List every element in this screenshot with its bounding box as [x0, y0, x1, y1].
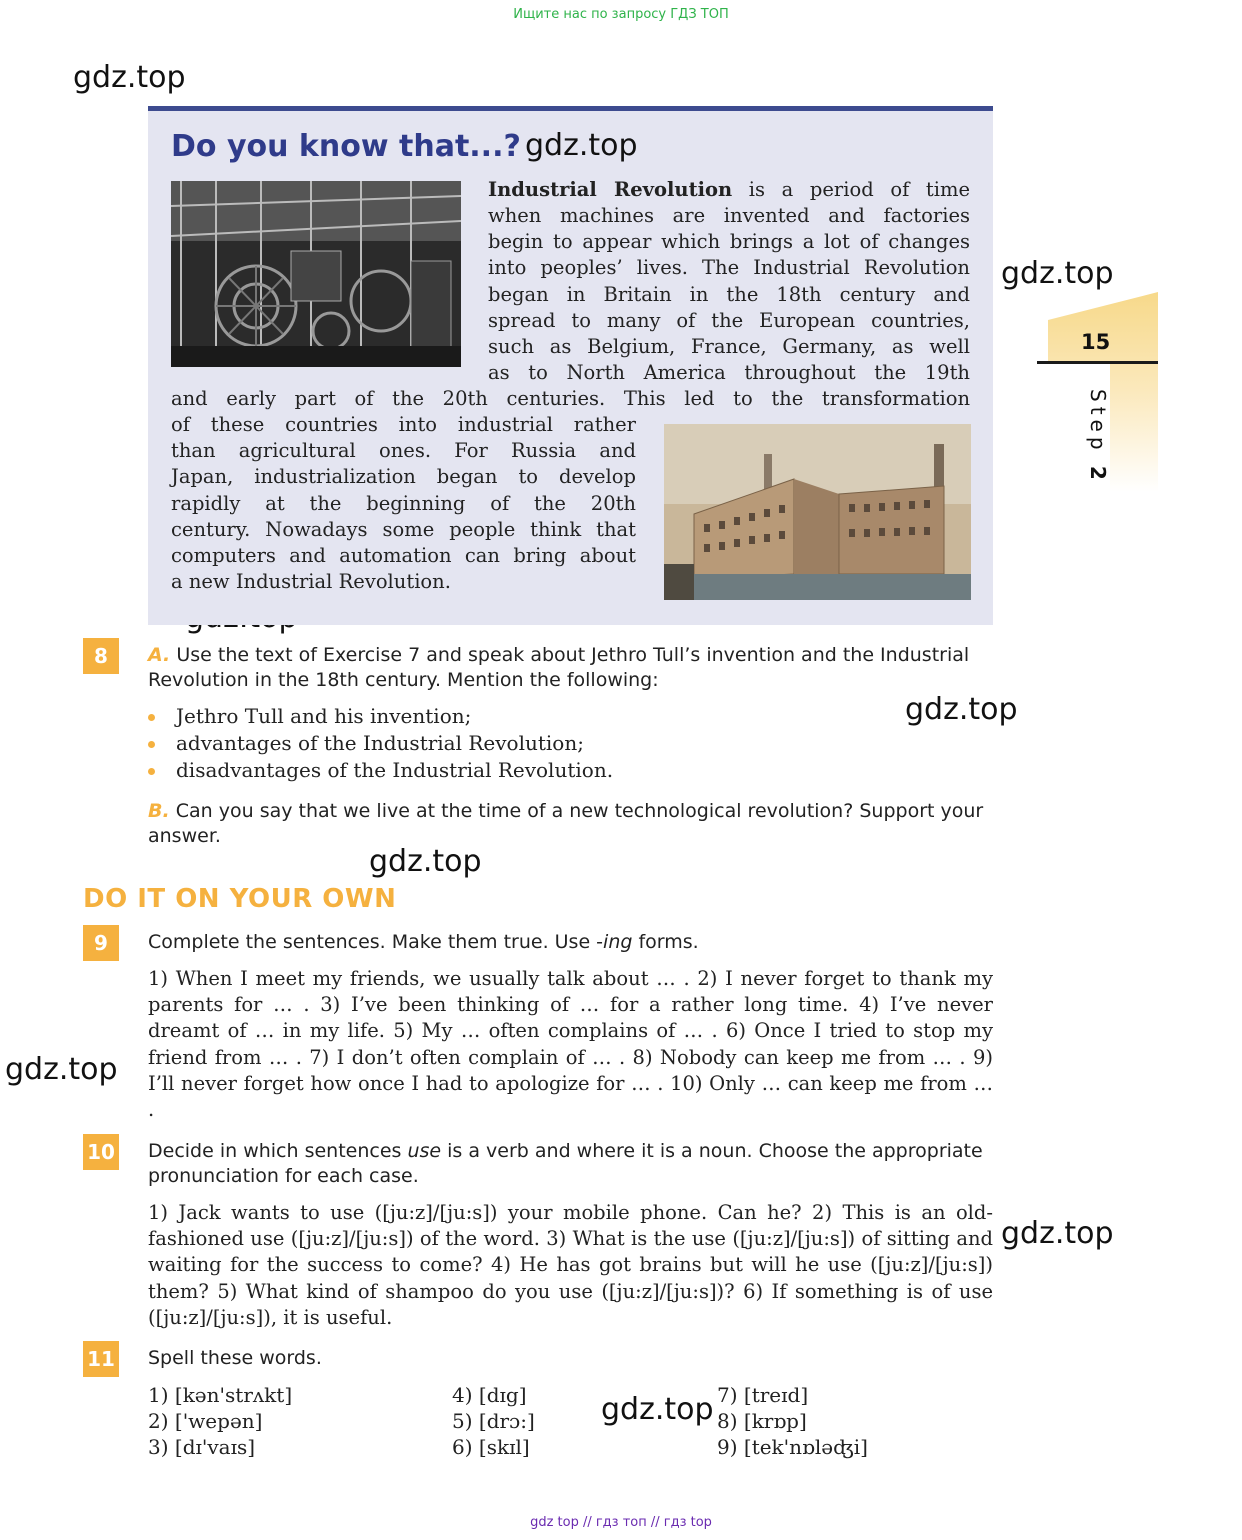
exercise-8-number: 8 [83, 638, 119, 674]
info-line: a new Industrial Revolution. [171, 570, 451, 594]
info-box-title: Do you know that...? [171, 129, 521, 164]
info-line: when machines are invented and factories [488, 204, 970, 227]
watermark: gdz.top [73, 60, 186, 95]
bullet-item: advantages of the Industrial Revolution; [148, 730, 613, 757]
info-line: Japan, industrialization began to develop [171, 465, 636, 489]
exercise-10-text: 1) Jack wants to use ([ju:z]/[ju:s]) your mobile phone. Can he? 2) This is an old-fashioned use ([ju:z]/[ju:s]) of the word. 3) What is the use ([ju:z]/[ju:s]) of sitting and waiting for the success to come? 4) He has got brains but will he use ([ju:z]/[ju:s]) them? 5) What kind of shampoo do you use ([ju:z]/[ju:s])? 6) If something is of use ([ju:z]/[ju:s]), it is useful. [148, 1201, 993, 1329]
factory-mills-image [664, 424, 971, 600]
info-line: spread to many of the European countries, [488, 308, 970, 332]
exercise-10-number: 10 [83, 1134, 119, 1170]
term-industrial-revolution: Industrial Revolution [488, 178, 733, 201]
info-line: is a period of time [748, 178, 971, 201]
watermark: gdz.top [601, 1392, 714, 1427]
part-b-letter: B. [148, 800, 170, 822]
info-line: than agricultural ones. For Russia and [171, 439, 636, 463]
exercise-11-instruction: Spell these words. [148, 1347, 322, 1369]
info-line: rapidly at the beginning of the 20th [171, 491, 636, 515]
watermark: gdz.top [905, 692, 1018, 727]
info-text-top-rest [488, 203, 970, 386]
exercise-10-instruction: Decide in which sentences use is a verb and where it is a noun. Choose the appropriate pronunciation for each case. [148, 1140, 983, 1187]
words-column-1: 1) [kən'strʌkt] 2) ['wepən] 3) [dɪ'vaɪs] [148, 1383, 293, 1459]
industrial-machinery-image [171, 181, 461, 367]
info-text-top [488, 177, 970, 203]
step-label [1086, 389, 1110, 485]
watermark: gdz.top [369, 844, 482, 879]
info-line: began in Britain in the 18th century and [488, 282, 970, 306]
info-text-bottom [171, 412, 636, 595]
words-column-2: 4) [dɪg] 5) [drɔ:] 6) [skɪl] [452, 1383, 535, 1459]
watermark: gdz.top [1001, 256, 1114, 291]
info-text-full-line: and early part of the 20th centuries. This led to the transformation [171, 387, 970, 410]
bullet-item: disadvantages of the Industrial Revolution. [148, 757, 613, 784]
exercise-8-bullets [148, 703, 613, 784]
exercise-8b-instruction [148, 799, 993, 848]
info-line: of these countries into industrial rather [171, 413, 636, 436]
footer-note: gdz top // гдз топ // гдз top [530, 1515, 712, 1530]
watermark: gdz.top [5, 1052, 118, 1087]
watermark: gdz.top [525, 128, 638, 163]
header-note: Ищите нас по запросу ГДЗ ТОП [513, 7, 729, 22]
info-line: into peoples’ lives. The Industrial Revolution [488, 256, 970, 280]
info-line: begin to appear which brings a lot of changes [488, 230, 970, 254]
info-line: such as Belgium, France, Germany, as well [488, 335, 970, 359]
exercise-8b-text: Can you say that we live at the time of a new technological revolution? Support your answer. [148, 800, 984, 847]
exercise-9-instruction: Complete the sentences. Make them true. Use -ing forms. [148, 931, 699, 953]
step-number: 2 [1086, 465, 1110, 485]
section-title: DO IT ON YOUR OWN [83, 884, 397, 914]
exercise-11-number: 11 [83, 1341, 119, 1377]
page-number: 15 [1081, 330, 1111, 354]
info-line: as to North America throughout the 19th [488, 361, 970, 385]
words-column-3: 7) [treɪd] 8) [krɒp] 9) [tek'nɒləʤi] [717, 1383, 868, 1459]
exercise-8a-text: Use the text of Exercise 7 and speak about Jethro Tull’s invention and the Industrial Revolution in the 18th century. Mention the following: [148, 644, 970, 691]
tab-divider [1037, 361, 1158, 364]
exercise-9-number: 9 [83, 925, 119, 961]
info-line: century. Nowadays some people think that [171, 517, 636, 541]
bullet-item: Jethro Tull and his invention; [148, 703, 613, 730]
info-box [148, 106, 993, 625]
info-line: computers and automation can bring about [171, 544, 636, 568]
exercise-8a-instruction [148, 643, 993, 692]
part-a-letter: A. [148, 644, 171, 666]
exercise-9-text: 1) When I meet my friends, we usually talk about … . 2) I never forget to thank my parents for … . 3) I’ve been thinking of … for a rather long time. 4) I’ve never dreamt of … in my life. 5) My … often complains of … . 6) Once I tried to stop my friend from … . 7) I don’t often complain of … . 8) Nobody can keep me from … . 9) I’ll never forget how once I had to apologize for … . 10) Only … can keep me from … . [148, 967, 993, 1122]
watermark: gdz.top [1001, 1216, 1114, 1251]
step-word: Step [1086, 389, 1110, 455]
